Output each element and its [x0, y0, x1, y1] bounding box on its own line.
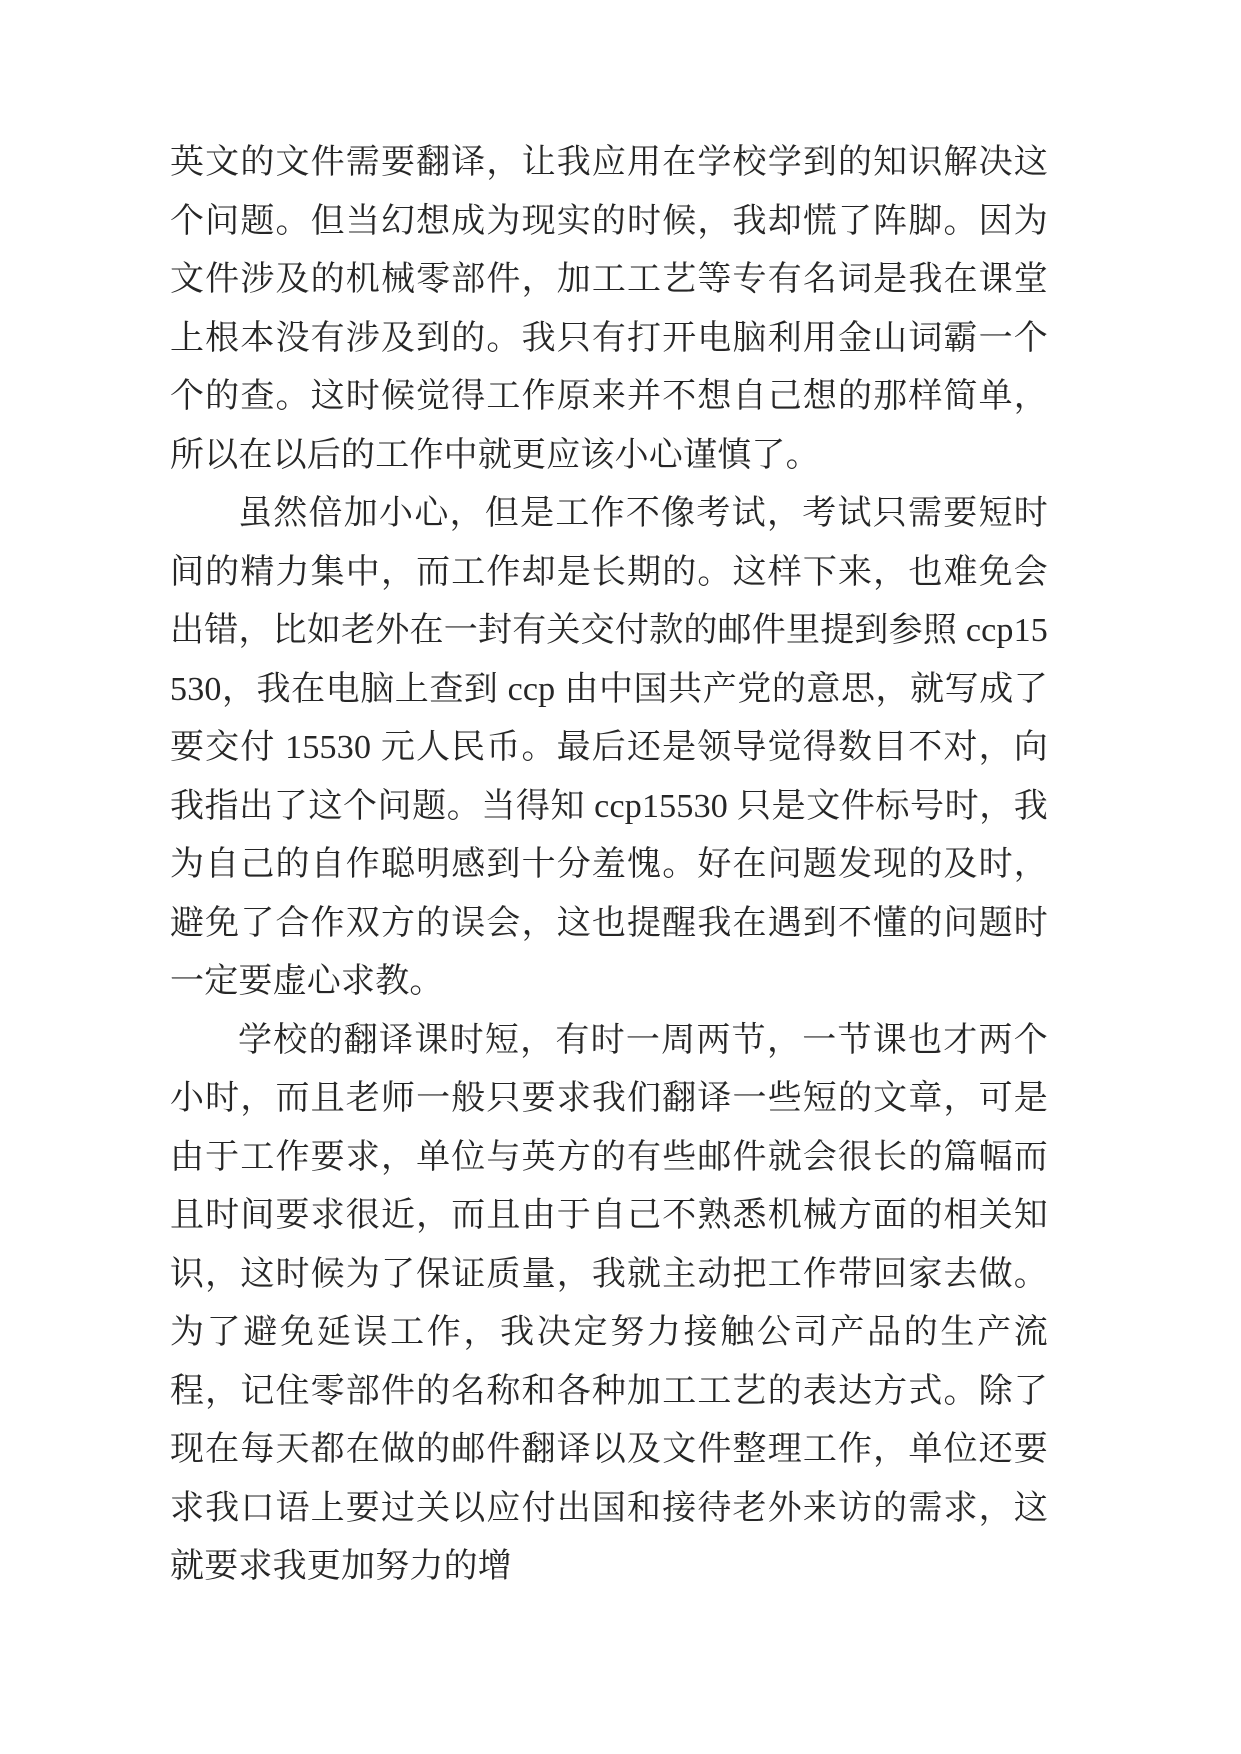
- paragraph-1: 英文的文件需要翻译，让我应用在学校学到的知识解决这个问题。但当幻想成为现实的时候，我却慌了阵脚。因为文件涉及的机械零部件，加工工艺等专有名词是我在课堂上根本没有涉及到的。我只有打开电脑利用金山词霸一个个的查。这时候觉得工作原来并不想自己想的那样简单，所以在以后的工作中就更应该小心谨慎了。: [170, 144, 1048, 474]
- paragraph-3: 学校的翻译课时短，有时一周两节，一节课也才两个小时，而且老师一般只要求我们翻译一些短的文章，可是由于工作要求，单位与英方的有些邮件就会很长的篇幅而且时间要求很近，而且由于自己不熟悉机械方面的相关知识，这时候为了保证质量，我就主动把工作带回家去做。为了避免延误工作，我决定努力接触公司产品的生产流程，记住零部件的名称和各种加工工艺的表达方式。除了现在每天都在做的邮件翻译以及文件整理工作，单位还要求我口语上要过关以应付出国和接待老外来访的需求，这就要求我更加努力的增: [170, 1021, 1048, 1585]
- document-text-body: [170, 134, 1048, 1597]
- paragraph-2: 虽然倍加小心，但是工作不像考试，考试只需要短时间的精力集中，而工作却是长期的。这样下来，也难免会出错，比如老外在一封有关交付款的邮件里提到参照 ccp15530，我在电脑上查到 ccp 由中国共产党的意思，就写成了要交付 15530 元人民币。最后还是领导觉得数目不对，向我指出了这个问题。当得知 ccp15530 只是文件标号时，我为自己的自作聪明感到十分羞愧。好在问题发现的及时，避免了合作双方的误会，这也提醒我在遇到不懂的问题时一定要虚心求教。: [170, 495, 1048, 1000]
